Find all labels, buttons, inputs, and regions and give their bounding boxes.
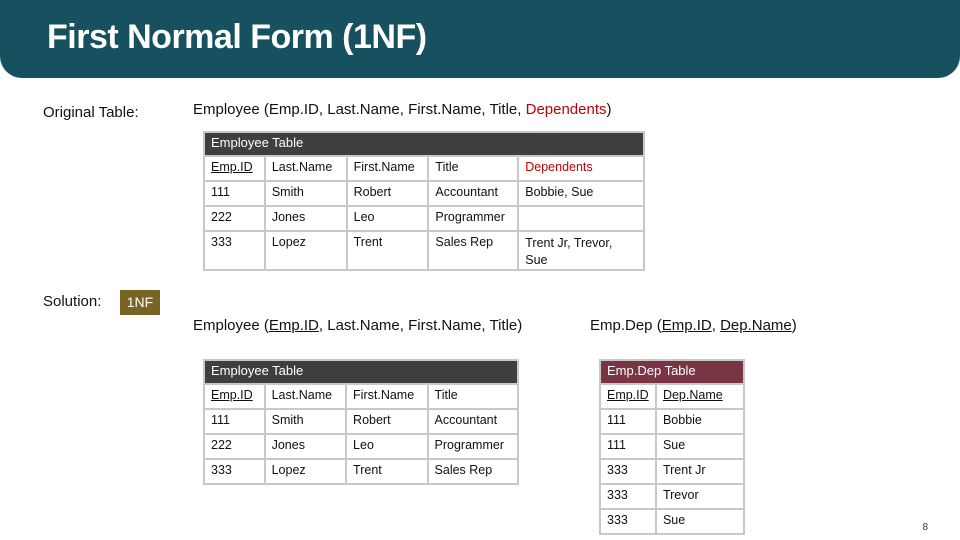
table-row (600, 484, 744, 509)
table-cell: Trent (346, 459, 427, 484)
table-cell: 222 (204, 434, 265, 459)
table-cell: 333 (204, 459, 265, 484)
solution-label: Solution: (43, 293, 102, 310)
table-cell: 333 (204, 231, 265, 270)
table-caption: Employee Table (204, 132, 644, 156)
empdep-schema (590, 317, 797, 334)
table-cell: Jones (265, 206, 347, 231)
table-header-row (600, 384, 744, 409)
table-header-row (204, 156, 644, 181)
schema-key: Emp.ID (268, 317, 319, 334)
table-row (600, 434, 744, 459)
header-cell: Title (428, 384, 518, 409)
table-cell: Lopez (265, 459, 346, 484)
table-row (600, 409, 744, 434)
table-cell: Trent (347, 231, 429, 270)
table-cell: Bobbie (656, 409, 744, 434)
table-cell: 111 (204, 181, 265, 206)
employee-table (203, 359, 519, 485)
table-cell: Smith (265, 409, 346, 434)
table-cell: Trevor (656, 484, 744, 509)
header-cell: First.Name (347, 156, 429, 181)
schema-key: Dep.Name (720, 317, 792, 334)
schema-middle: , Last.Name, First.Name, Title, (318, 101, 526, 118)
table-header-row (204, 384, 518, 409)
schema-key: Emp.ID (661, 317, 712, 334)
empdep-table (599, 359, 745, 535)
original-schema (193, 101, 612, 118)
schema-rest: , Last.Name, First.Name, Title) (318, 317, 523, 334)
page-number: 8 (922, 522, 928, 533)
table-row (204, 206, 644, 231)
table-cell: Leo (347, 206, 429, 231)
table-cell: Jones (265, 434, 346, 459)
table-cell: Accountant (428, 181, 518, 206)
table-cell: Lopez (265, 231, 347, 270)
table-cell: Trent Jr, Trevor, Sue (518, 231, 644, 270)
header-cell: Dependents (518, 156, 644, 181)
table-cell: Leo (346, 434, 427, 459)
table-cell: 111 (600, 434, 656, 459)
table-cell: 111 (600, 409, 656, 434)
table-row (204, 409, 518, 434)
table-cell: Smith (265, 181, 347, 206)
table-cell: Sales Rep (428, 231, 518, 270)
employee-schema (193, 317, 522, 334)
header-cell: Dep.Name (656, 384, 744, 409)
schema-key: Emp.ID (268, 101, 319, 118)
original-table-label: Original Table: (43, 104, 139, 121)
table-cell: 222 (204, 206, 265, 231)
table-cell: Programmer (428, 434, 518, 459)
table-row (204, 181, 644, 206)
table-caption: Employee Table (204, 360, 518, 384)
header-cell: Emp.ID (600, 384, 656, 409)
table-row (204, 434, 518, 459)
table-cell: 333 (600, 484, 656, 509)
table-row (204, 459, 518, 484)
table-row (600, 509, 744, 534)
header-cell: Title (428, 156, 518, 181)
solution-badge: 1NF (120, 290, 160, 315)
slide-title: First Normal Form (1NF) (47, 18, 427, 56)
table-row (600, 459, 744, 484)
table-caption: Emp.Dep Table (600, 360, 744, 384)
schema-suffix: ) (791, 317, 797, 334)
schema-prefix: Emp.Dep ( (590, 317, 662, 334)
table-cell: Sales Rep (428, 459, 518, 484)
schema-prefix: Employee ( (193, 317, 269, 334)
schema-suffix: ) (606, 101, 612, 118)
header-cell: Emp.ID (204, 384, 265, 409)
table-cell (518, 206, 644, 231)
table-cell: Robert (347, 181, 429, 206)
schema-dependents: Dependents (525, 101, 607, 118)
table-cell: 111 (204, 409, 265, 434)
header-cell: Last.Name (265, 384, 346, 409)
table-cell: Robert (346, 409, 427, 434)
table-row (204, 231, 644, 270)
header-cell: Last.Name (265, 156, 347, 181)
table-cell: Trent Jr (656, 459, 744, 484)
header-cell: Emp.ID (204, 156, 265, 181)
table-cell: 333 (600, 509, 656, 534)
schema-prefix: Employee ( (193, 101, 269, 118)
table-cell: 333 (600, 459, 656, 484)
table-cell: Bobbie, Sue (518, 181, 644, 206)
original-employee-table (203, 131, 645, 271)
header-cell: First.Name (346, 384, 427, 409)
table-cell: Sue (656, 434, 744, 459)
title-banner (0, 0, 960, 78)
table-cell: Programmer (428, 206, 518, 231)
schema-sep: , (711, 317, 721, 334)
table-cell: Sue (656, 509, 744, 534)
table-cell: Accountant (428, 409, 518, 434)
